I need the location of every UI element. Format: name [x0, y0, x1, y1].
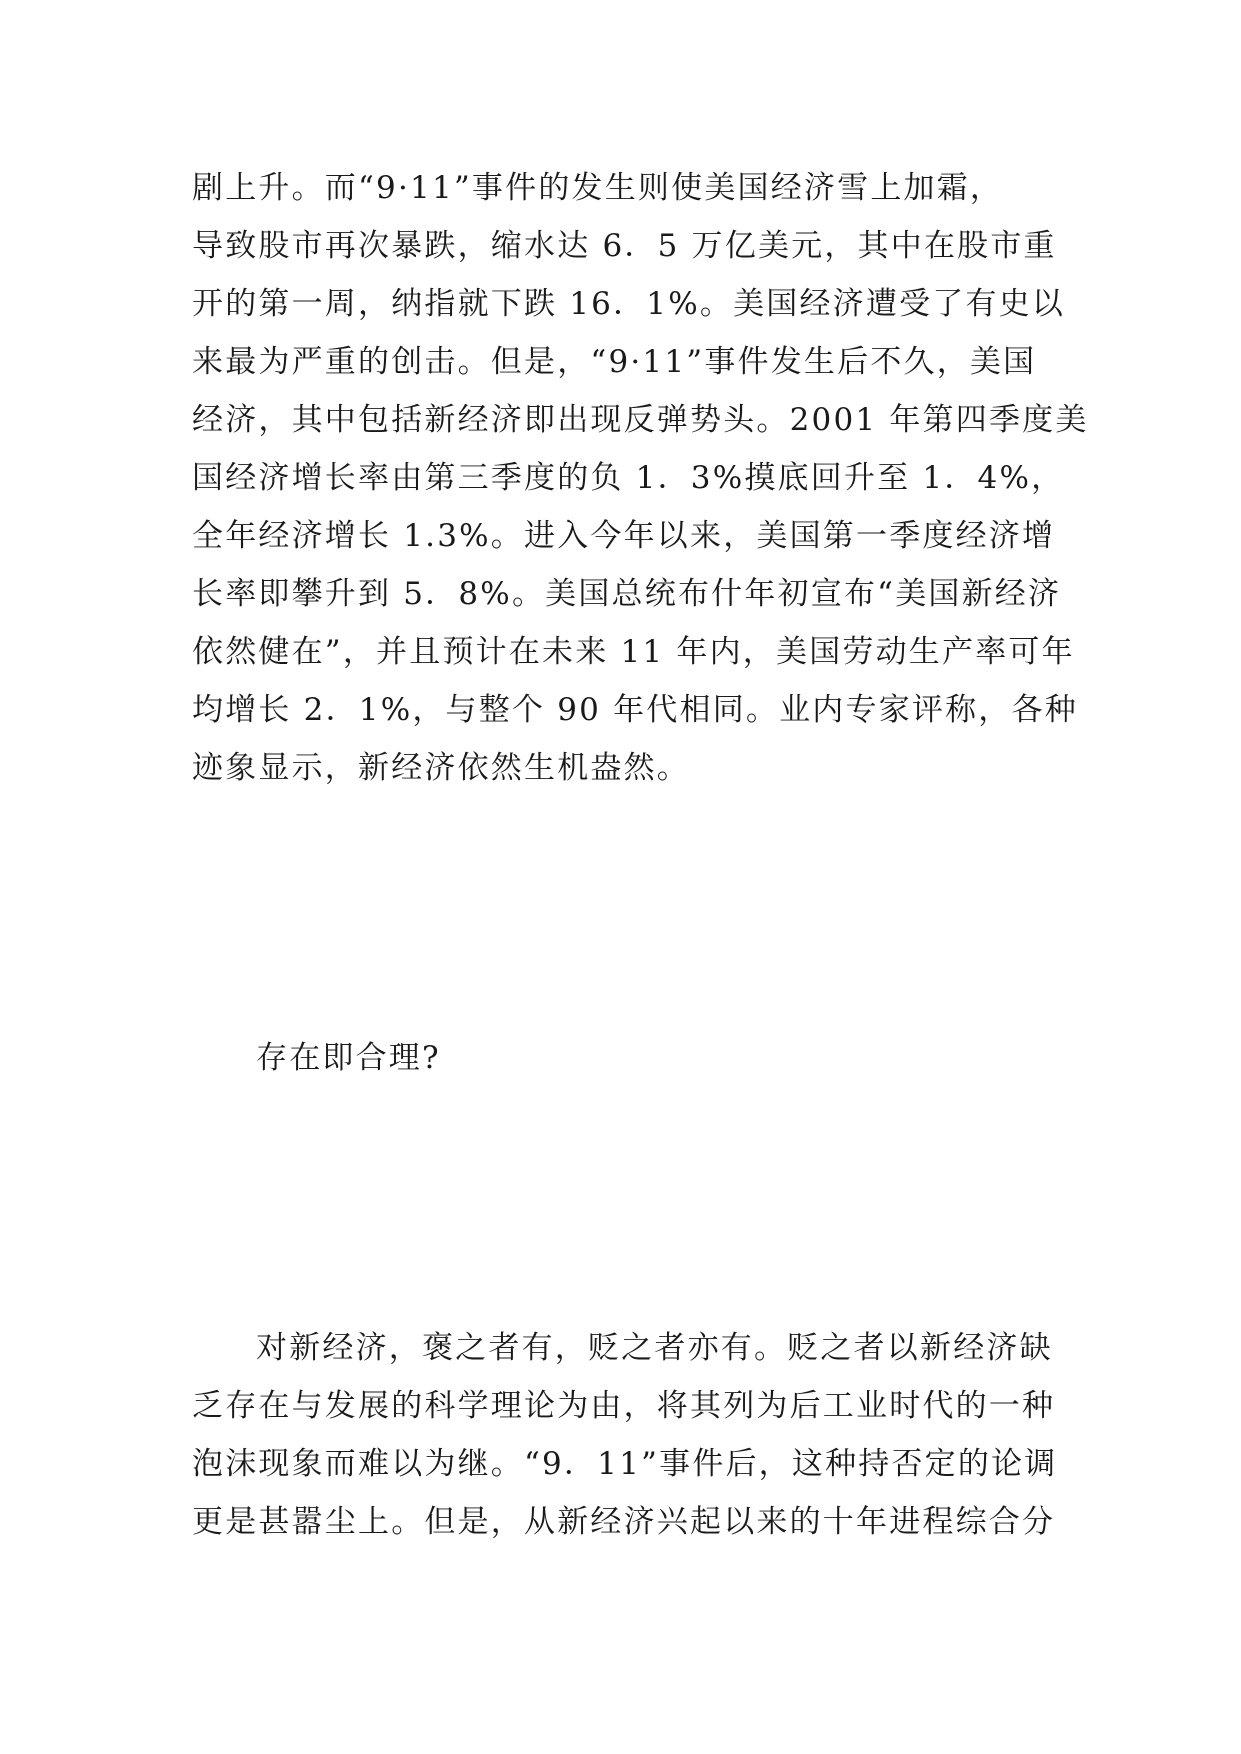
paragraph-1-line-4: 来最为严重的创击。但是，“9·11”事件发生后不久，美国: [192, 344, 1037, 380]
paragraph-2-line-1: 对新经济，褒之者有，贬之者亦有。贬之者以新经济缺: [256, 1330, 1053, 1366]
paragraph-1-line-6: 国经济增长率由第三季度的负 1．3%摸底回升至 1．4%，: [192, 460, 1065, 496]
section-heading: 存在即合理?: [256, 1040, 441, 1076]
paragraph-1-line-1: 剧上升。而“9·11”事件的发生则使美国经济雪上加霜，: [192, 170, 1004, 206]
paragraph-2-line-4: 更是甚嚣尘上。但是，从新经济兴起以来的十年进程综合分: [192, 1504, 1056, 1540]
paragraph-1-line-2: 导致股市再次暴跌，缩水达 6．5 万亿美元，其中在股市重: [192, 228, 1057, 264]
paragraph-1-line-5: 经济，其中包括新经济即出现反弹势头。2001 年第四季度美: [192, 402, 1089, 438]
paragraph-1-line-11: 迹象显示，新经济依然生机盎然。: [192, 750, 690, 786]
paragraph-1-line-3: 开的第一周，纳指就下跌 16．1%。美国经济遭受了有史以: [192, 286, 1066, 322]
paragraph-2-line-2: 乏存在与发展的科学理论为由，将其列为后工业时代的一种: [192, 1388, 1056, 1424]
paragraph-1-line-7: 全年经济增长 1.3%。进入今年以来，美国第一季度经济增: [192, 518, 1056, 554]
paragraph-2-line-3: 泡沫现象而难以为继。“9．11”事件后，这种持否定的论调: [192, 1446, 1058, 1482]
paragraph-1-line-9: 依然健在”，并且预计在未来 11 年内，美国劳动生产率可年: [192, 634, 1075, 670]
paragraph-1-line-10: 均增长 2．1%，与整个 90 年代相同。业内专家评称，各种: [192, 692, 1078, 728]
paragraph-1-line-8: 长率即攀升到 5．8%。美国总统布什年初宣布“美国新经济: [192, 576, 1062, 612]
